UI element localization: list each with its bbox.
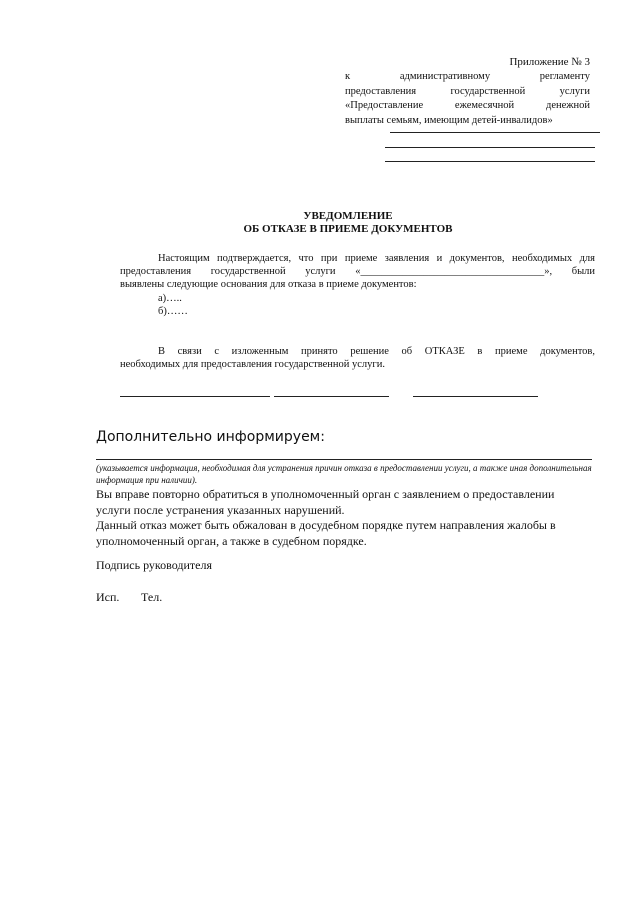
more-info-blank-line: [96, 459, 592, 460]
appendix-line: выплаты семьям, имеющим детей-инвалидов»: [345, 114, 553, 126]
notice-heading: [120, 210, 576, 236]
heading-line-1: УВЕДОМЛЕНИЕ: [303, 210, 393, 222]
decision-paragraph: [120, 345, 595, 371]
signature-blank-line: [274, 396, 389, 397]
more-info-note: (указывается информация, необходимая для устранения причин отказа в предоставлении услуги, а также иная дополнительная информация при наличии).: [96, 463, 592, 485]
appendix-line: к административному регламенту: [345, 71, 590, 82]
paragraph-line: предоставления государственной услуги «___________________________________», были: [120, 266, 595, 277]
position-blank-line: [120, 396, 270, 397]
signature-label: Подпись руководителя: [96, 558, 212, 572]
reapply-text: Вы вправе повторно обратиться в уполномоченный орган с заявлением о предоставлении услуги после устранения указанных нарушений.: [96, 487, 555, 517]
appendix-line: предоставления государственной услуги: [345, 85, 590, 97]
list-item-b: б)……: [158, 306, 188, 317]
heading-line-2: ОБ ОТКАЗЕ В ПРИЕМЕ ДОКУМЕНТОВ: [243, 223, 453, 235]
phone-label: Тел.: [141, 590, 163, 604]
appendix-title: Приложение № 3: [509, 56, 590, 68]
list-item-a: а)…..: [158, 293, 182, 304]
more-info-title: Дополнительно информируем:: [96, 429, 325, 445]
paragraph-line: необходимых для предоставления государственной услуги.: [120, 359, 385, 370]
appendix-text: [345, 70, 590, 128]
confirmation-paragraph: [120, 252, 595, 291]
name-blank-line: [413, 396, 538, 397]
paragraph-line: выявлены следующие основания для отказа в приеме документов:: [120, 279, 417, 290]
appendix-line: «Предоставление ежемесячной денежной: [345, 100, 590, 111]
appendix-blank-line-3: [385, 161, 595, 162]
appeal-text: Данный отказ может быть обжалован в досудебном порядке путем направления жалобы в уполномоченный орган, а также в судебном порядке.: [96, 518, 556, 548]
executor-label: Исп.: [96, 590, 120, 604]
appendix-blank-line-1: [390, 132, 600, 133]
paragraph-line: В связи с изложенным принято решение об ОТКАЗЕ в приеме документов,: [158, 346, 595, 357]
paragraph-line: Настоящим подтверждается, что при приеме заявления и документов, необходимых для: [158, 253, 595, 264]
appendix-blank-line-2: [385, 147, 595, 148]
